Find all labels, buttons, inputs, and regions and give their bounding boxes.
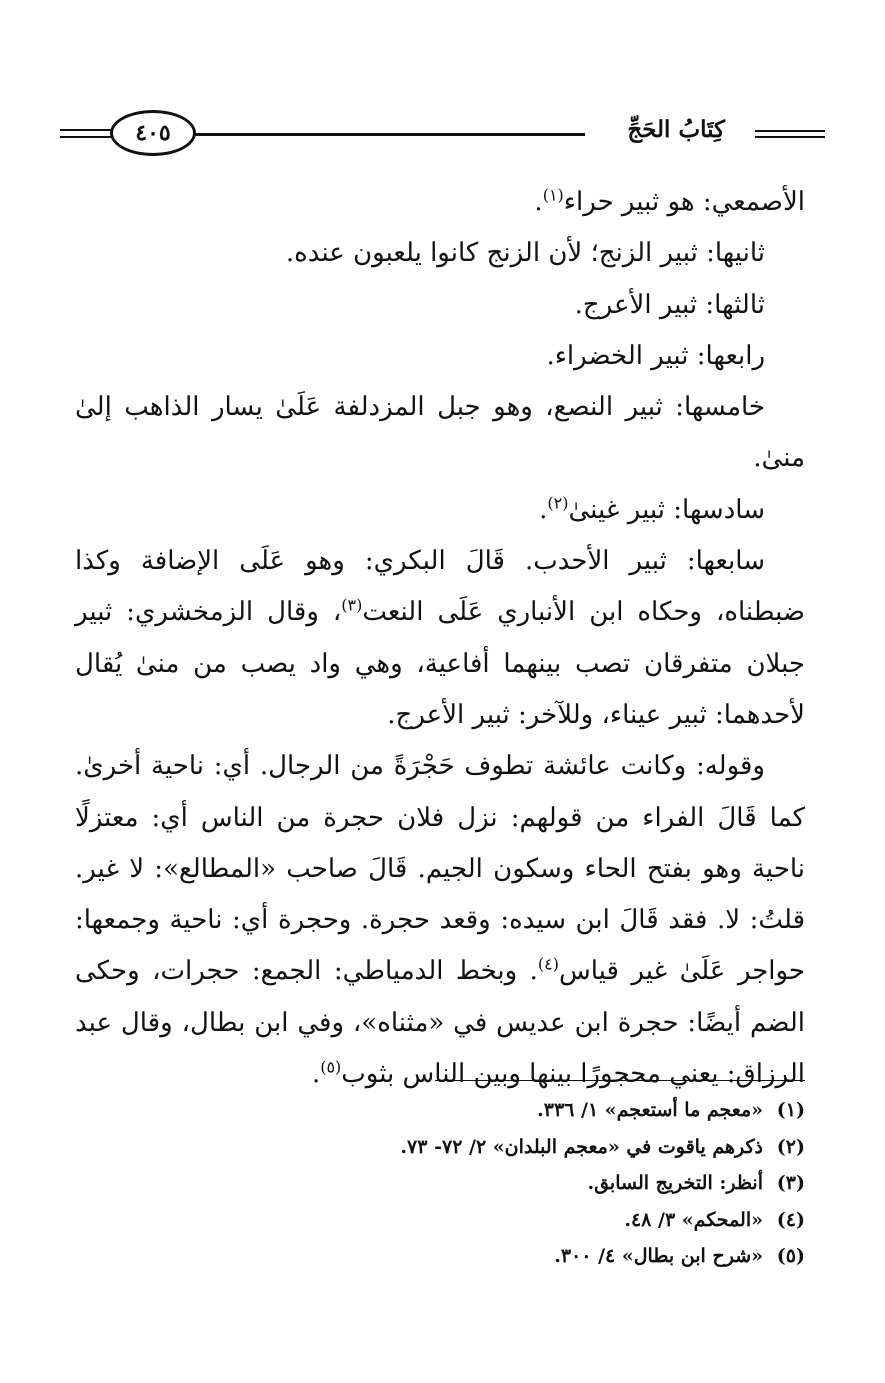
footnote-ref-3[interactable]: (٣) [341, 595, 363, 615]
footnote-number: (٣) [776, 1172, 805, 1195]
header-rule-right-top [755, 130, 825, 132]
header-rule-left-top [60, 129, 112, 131]
footnote-ref-2[interactable]: (٢) [547, 493, 569, 513]
footnote-text: «المحكم» ٣/ ٤٨. [624, 1208, 763, 1231]
footnote-text: «معجم ما أستعجم» ١/ ٣٣٦. [537, 1099, 763, 1121]
footnote-text: ذكرهم ياقوت في «معجم البلدان» ٢/ ٧٢- ٧٣. [400, 1135, 763, 1158]
footnote-item [75, 1165, 805, 1202]
book-title: كِتَابُ الحَجِّ [627, 116, 725, 143]
footnote-item [75, 1092, 805, 1129]
header-rule-left-bottom [60, 136, 112, 138]
paragraph-sixth: سادسها: ثبير غينىٰ$^{(٢)}$. [539, 493, 765, 525]
footnote-number: (١) [776, 1099, 805, 1121]
footnote-item [75, 1238, 805, 1275]
paragraph-fourth: رابعها: ثبير الخضراء. [546, 340, 765, 371]
paragraph-hadith-commentary: وقوله: وكانت عائشة تطوف حَجْرَةً من الرجال. أي: ناحية أخرىٰ. كما قَالَ الفراء من قولهم: نزل فلان حجرة من الناس أي: معتزلًا ناحية وهو بفتح الحاء وسكون الجيم. قَالَ صاحب «المطالع»: لا غير. قلتُ: لا. فقد قَالَ ابن سيده: وقعد حجرة. وحجرة أي: ناحية وجمعها: حواجر عَلَىٰ غير قياس$^{(٤)}$. وبخط الدمياطي: الجمع: حجرات، وحكى الضم أيضًا: حجرة ابن عديس في «مثناه»، وفي ابن بطال، وقال عبد الرزاق: يعني محجورًا بينها وبين الناس بثوب$^{(٥)}$. [75, 751, 805, 1090]
footnote-ref-5[interactable]: (٥) [320, 1057, 342, 1077]
paragraph-asmai: الأصمعي: هو ثبير حراء$^{(١)}$. [534, 185, 805, 217]
header-rule-middle [194, 133, 585, 136]
paragraph-third: ثالثها: ثبير الأعرج. [574, 289, 765, 320]
footnote-number: (٥) [776, 1245, 805, 1268]
footnote-item [75, 1129, 805, 1166]
paragraph-seventh: سابعها: ثبير الأحدب. قَالَ البكري: وهو عَلَى الإضافة وكذا ضبطناه، وحكاه ابن الأنباري عَلَى النعت$^{(٣)}$، وقال الزمخشري: ثبير جبلان متفرقان تصب بينهما أفاعية، وهي واد يصب من منىٰ يُقال لأحدهما: ثبير عيناء، وللآخر: ثبير الأعرج. [75, 546, 805, 730]
footnote-item [75, 1202, 805, 1239]
running-header [60, 96, 825, 176]
footnotes [75, 1092, 805, 1275]
paragraph-second: ثانيها: ثبير الزنج؛ لأن الزنج كانوا يلعبون عنده. [285, 238, 765, 269]
page-number-oval [110, 110, 196, 156]
footnote-text: «شرح ابن بطال» ٤/ ٣٠٠. [554, 1245, 763, 1268]
footnote-separator [435, 1080, 805, 1081]
body-text [75, 177, 805, 1100]
footnote-ref-4[interactable]: (٤) [537, 954, 559, 974]
footnote-number: (٢) [776, 1135, 805, 1158]
page-number: ٤٠٥ [135, 120, 171, 146]
footnote-number: (٤) [776, 1208, 805, 1231]
header-rule-right-bottom [755, 136, 825, 138]
paragraph-fifth: خامسها: ثبير النصع، وهو جبل المزدلفة عَلَىٰ يسار الذاهب إلىٰ منىٰ. [75, 392, 805, 474]
footnote-ref-1[interactable]: (١) [542, 185, 564, 205]
footnote-text: أنظر: التخريج السابق. [587, 1172, 763, 1195]
